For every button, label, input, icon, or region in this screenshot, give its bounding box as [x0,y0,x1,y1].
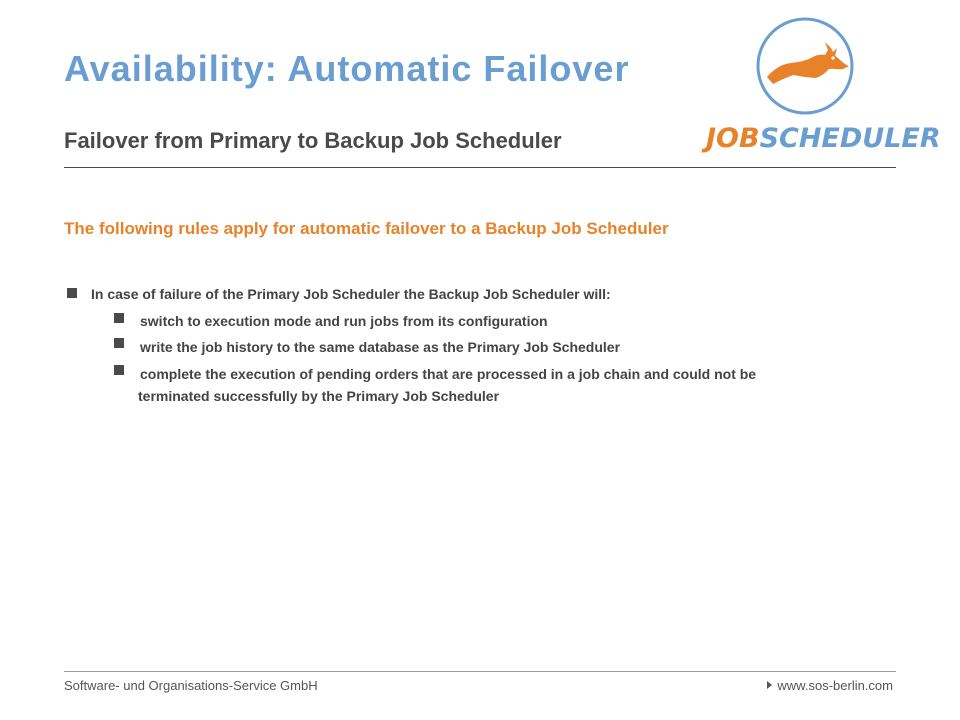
square-bullet-icon [114,365,124,375]
bullet-sub-2-text: write the job history to the same database as the Primary Job Scheduler [140,339,621,355]
footer-website-link[interactable] [767,678,893,693]
triangle-right-icon [767,681,772,689]
header-divider [64,167,896,168]
footer-company: Software- und Organisations-Service GmbH [64,678,318,693]
jobscheduler-logo-text [706,124,941,154]
footer-divider [64,671,896,672]
square-bullet-icon [114,338,124,348]
slide-title: Availability: Automatic Failover [64,48,630,89]
bullet-sub-3-text-line1: complete the execution of pending orders that are processed in a job chain and could not be [140,366,757,382]
intro-heading: The following rules apply for automatic failover to a Backup Job Scheduler [64,219,669,238]
square-bullet-icon [114,313,124,323]
slide-subtitle: Failover from Primary to Backup Job Scheduler [64,128,562,153]
logo-text-scheduler: SCHEDULER [759,123,941,154]
bullet-sub-3-text-line2: terminated successfully by the Primary Job Scheduler [138,388,500,404]
bullet-sub-1-text: switch to execution mode and run jobs from its configuration [140,313,548,329]
square-bullet-icon [67,288,77,298]
hare-icon [753,14,857,118]
bullet-main-text: In case of failure of the Primary Job Scheduler the Backup Job Scheduler will: [91,286,611,302]
logo-text-job: JOB [706,123,760,154]
footer-website-text[interactable]: www.sos-berlin.com [777,678,893,693]
jobscheduler-logo-emblem [753,14,857,123]
